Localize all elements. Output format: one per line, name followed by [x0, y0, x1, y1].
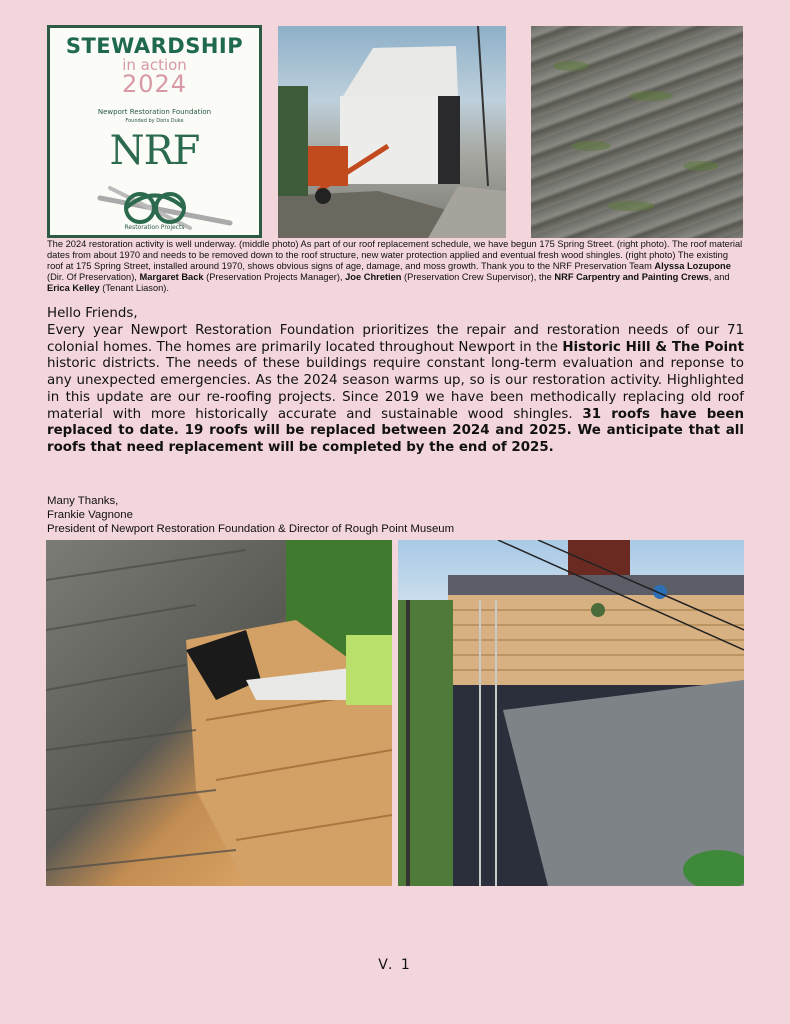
letter-text-c: historic districts. The needs of these buildings require constant long-term evaluation and reponse to any unexpected emergencies. As the 2024 season warms up, so is our restoration activity. Highlighted in this update are our re-roofing projects. Since 2019 we have been methodically replacing old roof material with more historically accurate and sustainable wood shingles.	[47, 356, 744, 422]
caption-text-4: , and	[708, 272, 730, 282]
letter-body	[47, 323, 744, 457]
signoff	[47, 494, 454, 536]
letter-bold-districts: Historic Hill & The Point	[562, 339, 744, 355]
reroofing-crew-photo	[398, 540, 744, 886]
caption-name-1: Alyssa Lozupone	[654, 261, 731, 271]
caption-text-2: (Preservation Projects Manager),	[203, 272, 346, 282]
caption-text-5: (Tenant Liason).	[99, 283, 169, 293]
caption-text-3: (Preservation Crew Supervisor), the	[401, 272, 555, 282]
letter-greeting: Hello Friends,	[47, 306, 138, 321]
old-roof-shingles-photo	[531, 26, 743, 238]
letter-bold-stats: 31 roofs have been replaced to date. 19 roofs will be replaced between 2024 and 2025. We anticipate that all roofs that need replacement will be completed by the end of 2025.	[47, 406, 744, 455]
photo-caption	[47, 239, 744, 294]
logo-founded: Founded by Doris Duke	[125, 118, 184, 124]
logo-subtitle: in action	[122, 56, 187, 74]
logo-footer: Restoration Projects	[124, 224, 185, 231]
caption-name-2: Margaret Back	[139, 272, 204, 282]
letter-text-a: Every year Newport Restoration Foundation prioritizes the repair and restoration needs of our 71 colonial homes. The homes are primarily located throughout Newport in the	[47, 323, 744, 355]
logo-year: 2024	[121, 70, 188, 98]
signoff-name: Frankie Vagnone	[47, 509, 133, 521]
caption-text-1: (Dir. Of Preservation),	[47, 272, 140, 282]
caption-name-5: Erica Kelley	[47, 283, 100, 293]
signoff-title: President of Newport Restoration Foundation & Director of Rough Point Museum	[47, 523, 455, 535]
signoff-thanks: Many Thanks,	[47, 495, 119, 507]
caption-name-4: NRF Carpentry and Painting Crews	[554, 272, 709, 282]
caption-text: The 2024 restoration activity is well underway. (middle photo) As part of our roof replacement schedule, we have begun 175 Spring Street. (right photo). The roof material dates from about 1970 and needs to be removed down to the roof structure, new water protection applied and eventual fresh wood shingles. (right photo) The existing roof at 175 Spring Street, installed around 1970, shows obvious signs of age, damage, and moss growth. Thank you to the NRF Preservation Team	[47, 239, 743, 271]
version-label: V. 1	[378, 957, 412, 973]
stewardship-logo	[47, 25, 262, 238]
house-tarp-photo	[278, 26, 506, 238]
logo-org: Newport Restoration Foundation	[97, 108, 212, 116]
roof-tearoff-photo	[46, 540, 392, 886]
nrf-monogram: NRF	[109, 128, 200, 174]
logo-title: STEWARDSHIP	[65, 34, 244, 58]
caption-name-3: Joe Chretien	[345, 272, 402, 282]
